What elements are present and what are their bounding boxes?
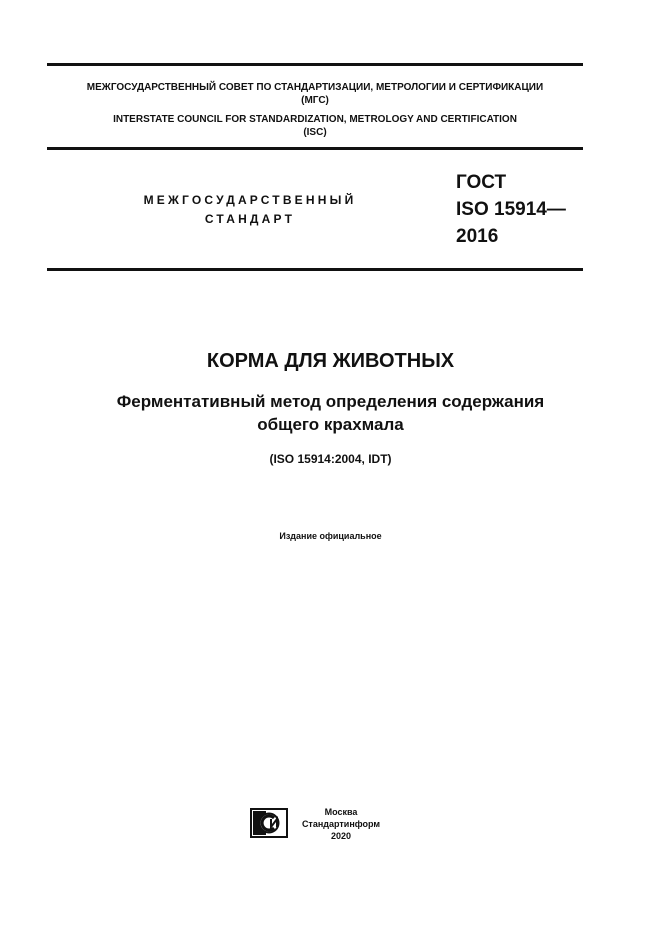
gost-number: ISO 15914— (456, 199, 566, 220)
document-subtitle-line2: общего крахмала (257, 415, 404, 434)
council-en-name: INTERSTATE COUNCIL FOR STANDARDIZATION, METROLOGY AND CERTIFICATION (113, 114, 517, 125)
standartinform-logo-icon (250, 808, 288, 838)
publisher-city: Москва (324, 807, 358, 817)
header-rule (47, 147, 583, 150)
document-subtitle-line1: Ферментативный метод определения содержания (116, 392, 545, 411)
standard-type-line2: СТАНДАРТ (204, 212, 296, 226)
publisher-name: Стандартинформ (301, 819, 381, 829)
iso-reference: (ISO 15914:2004, IDT) (269, 452, 392, 466)
council-ru-abbr: (МГС) (301, 95, 329, 106)
gost-label: ГОСТ (456, 172, 507, 193)
document-title: КОРМА ДЛЯ ЖИВОТНЫХ (206, 350, 455, 372)
edition-label: Издание официальное (279, 531, 382, 541)
publisher-block (296, 806, 386, 842)
council-ru-name: МЕЖГОСУДАРСТВЕННЫЙ СОВЕТ ПО СТАНДАРТИЗАЦИИ, МЕТРОЛОГИИ И СЕРТИФИКАЦИИ (86, 82, 544, 93)
gost-year: 2016 (456, 226, 499, 247)
publisher-year: 2020 (330, 831, 352, 841)
standard-type-line1: МЕЖГОСУДАРСТВЕННЫЙ (143, 193, 357, 207)
standard-rule (47, 268, 583, 271)
council-en-abbr: (ISC) (303, 127, 327, 138)
top-rule (47, 63, 583, 66)
